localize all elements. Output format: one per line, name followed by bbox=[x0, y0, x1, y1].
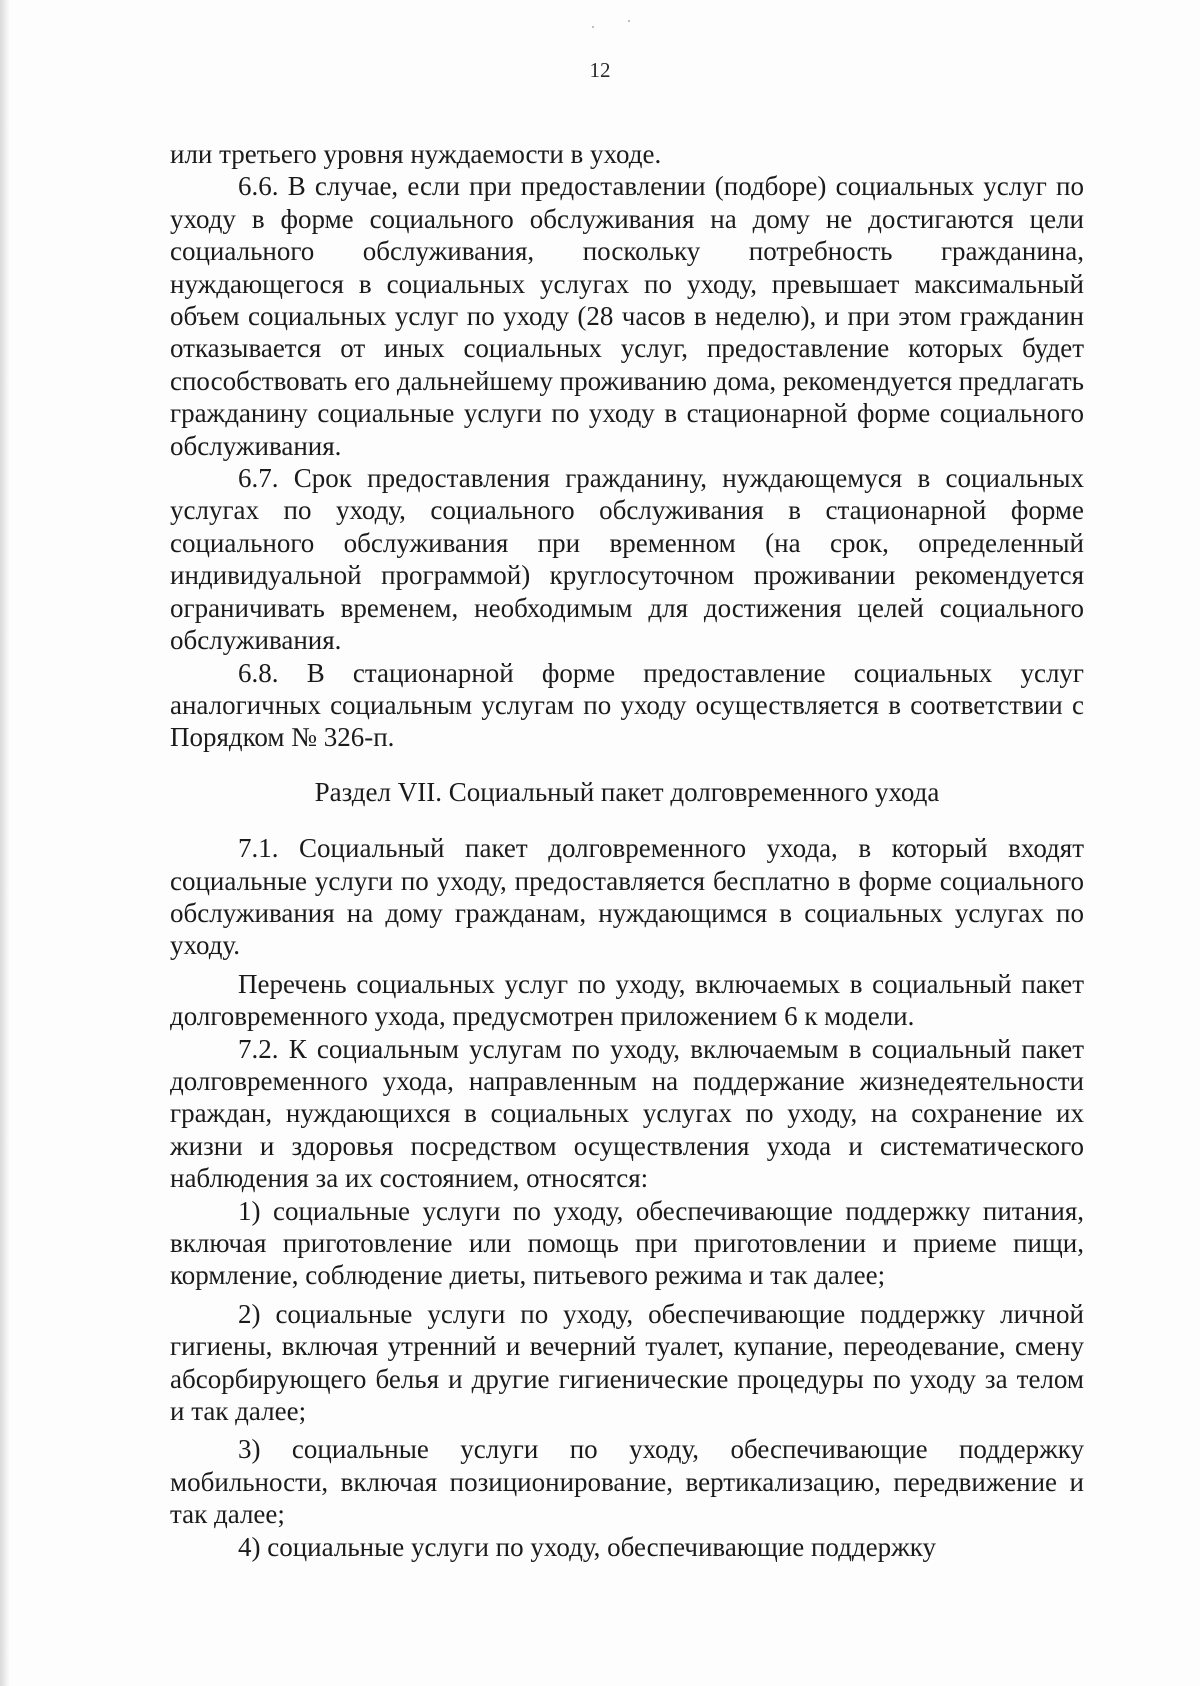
paragraph-7-2: 7.2. К социальным услугам по уходу, включаемым в социальный пакет долговременного ухода, направленным на поддержание жизнедеятельности граждан, нуждающихся в социальных услугах по уходу, на сохранение их жизни и здоровья посредством осуществления ухода и систематического наблюдения за их состоянием, относятся: bbox=[170, 1033, 1084, 1194]
paragraph-continuation: или третьего уровня нуждаемости в уходе. bbox=[170, 139, 662, 169]
paragraph-services-list: Перечень социальных услуг по уходу, включаемых в социальный пакет долговременного ухода, предусмотрен приложением 6 к модели. bbox=[170, 968, 1084, 1032]
list-item-3: 3) социальные услуги по уходу, обеспечивающие поддержку мобильности, включая позиционирование, вертикализацию, передвижение и так далее; bbox=[170, 1434, 1084, 1530]
list-item-1: 1) социальные услуги по уходу, обеспечивающие поддержку питания, включая приготовление или помощь при приготовлении и приеме пищи, кормление, соблюдение диеты, питьевого режима и так далее; bbox=[170, 1195, 1084, 1291]
paragraph-7-1: 7.1. Социальный пакет долговременного ухода, в который входят социальные услуги по уходу, предоставляется бесплатно в форме социального обслуживания на дому гражданам, нуждающимся в социальных услугах по уходу. bbox=[170, 833, 1084, 961]
list-item-2: 2) социальные услуги по уходу, обеспечивающие поддержку личной гигиены, включая утренний и вечерний туалет, купание, переодевание, смену абсорбирующего белья и другие гигиенические процедуры по уходу за телом и так далее; bbox=[170, 1298, 1084, 1427]
paragraph-6-7: 6.7. Срок предоставления гражданину, нуждающемуся в социальных услугах по уходу, социального обслуживания в стационарной форме социального обслуживания при временном (на срок, определенный индивидуальной программой) круглосуточном проживании рекомендуется ограничивать временем, необходимым для достижения целей социального обслуживания. bbox=[170, 463, 1084, 656]
scan-speck bbox=[628, 20, 630, 22]
scan-speck bbox=[592, 26, 594, 28]
paragraph-6-6: 6.6. В случае, если при предоставлении (подборе) социальных услуг по уходу в форме социального обслуживания на дому не достигаются цели социального обслуживания, поскольку потребность гражданина, нуждающегося в социальных услугах по уходу, превышает максимальный объем социальных услуг по уходу (28 часов в неделю), и при этом гражданин отказывается от иных социальных услуг, предоставление которых будет способствовать его дальнейшему проживанию дома, рекомендуется предлагать гражданину социальные услуги по уходу в стационарной форме социального обслуживания. bbox=[170, 171, 1084, 461]
section-heading: Раздел VII. Социальный пакет долговременного ухода bbox=[314, 776, 940, 807]
scan-edge-shadow bbox=[0, 0, 10, 1686]
paragraph-6-8: 6.8. В стационарной форме предоставление социальных услуг аналогичных социальным услугам по уходу осуществляется в соответствии с Порядком № 326-п. bbox=[170, 657, 1084, 753]
list-item-4: 4) социальные услуги по уходу, обеспечивающие поддержку bbox=[238, 1531, 936, 1562]
page-number: 12 bbox=[589, 58, 611, 82]
document-body bbox=[170, 138, 1084, 1563]
